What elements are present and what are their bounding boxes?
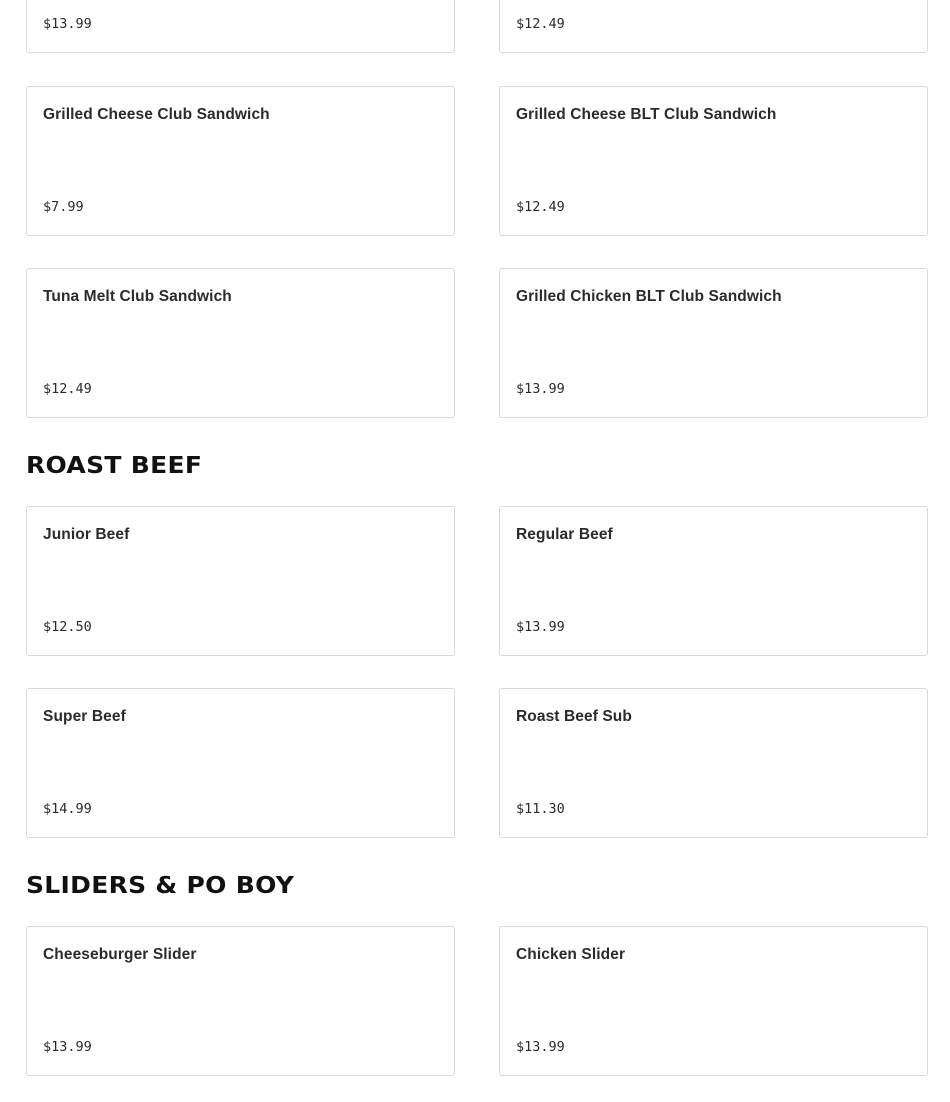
menu-item-card[interactable] [499,926,928,1076]
menu-item-price: $7.99 [43,199,84,215]
section-title-sliders-po-boy: SLIDERS & PO BOY [26,872,295,899]
menu-item-price: $12.49 [516,16,565,32]
menu-item-price: $13.99 [516,1039,565,1055]
menu-item-name: Regular Beef [516,526,613,543]
menu-item-name: Super Beef [43,708,126,725]
menu-item-price: $12.50 [43,619,92,635]
menu-item-price: $11.30 [516,801,565,817]
menu-item-price: $13.99 [43,16,92,32]
menu-item-card[interactable] [26,268,455,418]
menu-item-price: $13.99 [516,619,565,635]
menu-item-card[interactable] [499,506,928,656]
menu-item-name: Chicken Slider [516,946,626,963]
menu-item-price: $12.49 [516,199,565,215]
menu-item-card[interactable] [26,926,455,1076]
menu-item-card[interactable] [26,0,455,53]
menu-item-name: Grilled Cheese Club Sandwich [43,106,270,123]
menu-item-card[interactable] [499,86,928,236]
menu-item-name: Roast Beef Sub [516,708,632,725]
menu-item-card[interactable] [499,0,928,53]
menu-item-name: Tuna Melt Club Sandwich [43,288,232,305]
menu-item-name: Cheeseburger Slider [43,946,197,963]
menu-item-price: $13.99 [516,381,565,397]
menu-item-card[interactable] [499,268,928,418]
menu-item-card[interactable] [26,86,455,236]
menu-item-name: Junior Beef [43,526,130,543]
menu-item-card[interactable] [26,506,455,656]
section-title-roast-beef: ROAST BEEF [26,452,203,479]
menu-item-name: Grilled Cheese BLT Club Sandwich [516,106,777,123]
menu-item-price: $12.49 [43,381,92,397]
menu-item-price: $13.99 [43,1039,92,1055]
menu-item-card[interactable] [26,688,455,838]
menu-item-name: Grilled Chicken BLT Club Sandwich [516,288,782,305]
menu-item-card[interactable] [499,688,928,838]
menu-item-price: $14.99 [43,801,92,817]
